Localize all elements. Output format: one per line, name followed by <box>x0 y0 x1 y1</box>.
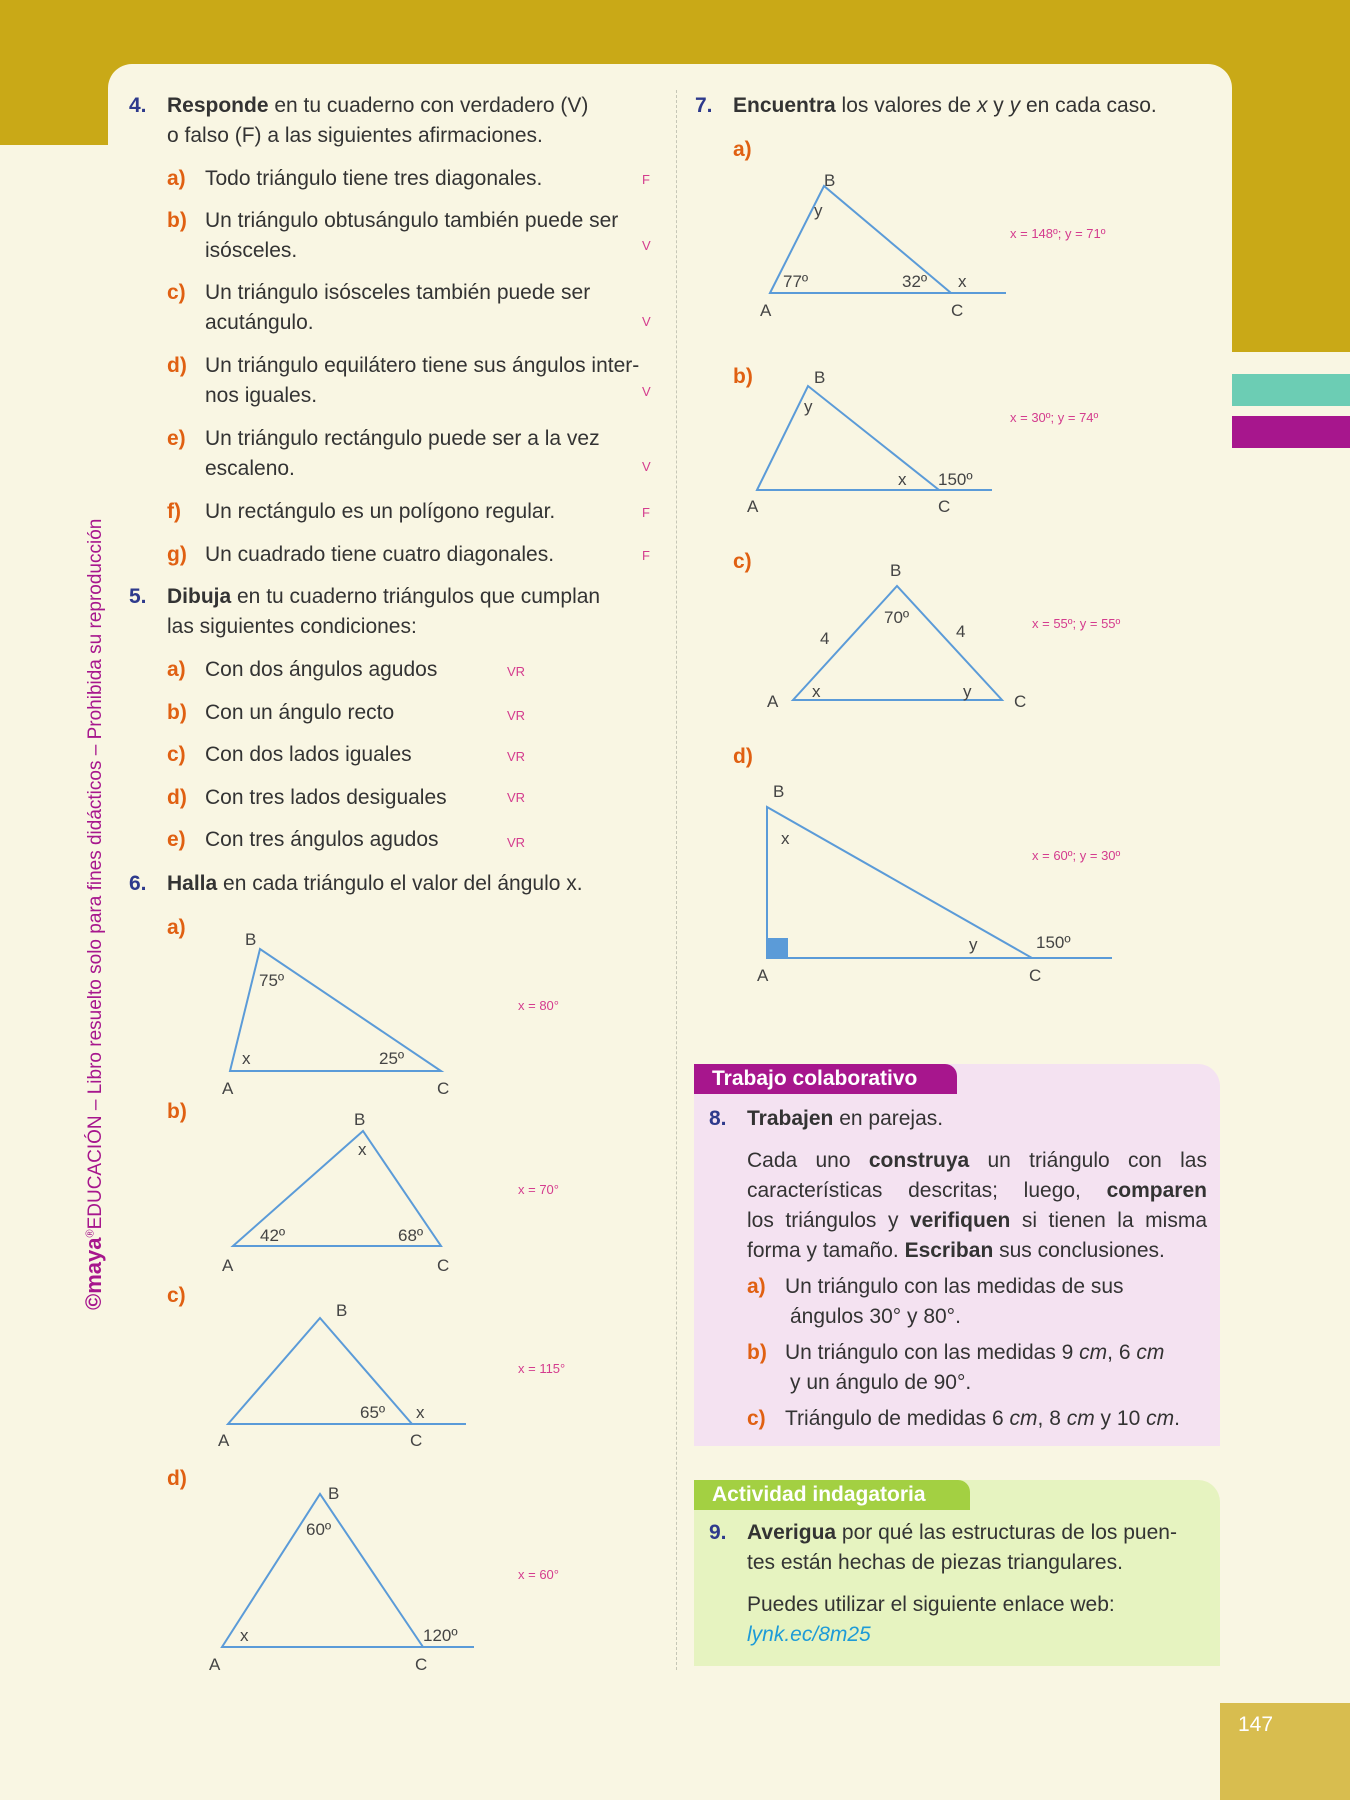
fig-label: d) <box>733 745 753 768</box>
answer-7b: x = 30º; y = 74º <box>1010 410 1099 425</box>
brand-logo: ©maya <box>81 1237 106 1310</box>
q7-rest: los valores de <box>835 94 977 117</box>
vertex-A: A <box>767 692 779 711</box>
angle-C: 65º <box>360 1403 386 1422</box>
item-text-2: escaleno. <box>205 457 295 480</box>
q8-p3c: si tienen la misma <box>1010 1209 1207 1232</box>
vertex-A: A <box>757 966 769 985</box>
item-label: g) <box>167 543 187 566</box>
unit: cm <box>1136 1341 1165 1364</box>
q4-answer-c: V <box>642 314 651 329</box>
answer-7a: x = 148º; y = 71º <box>1010 226 1106 241</box>
triangle-7d <box>767 807 1032 958</box>
q5-line2: las siguientes condiciones: <box>167 615 417 638</box>
angle-B: x <box>358 1140 367 1159</box>
q9-para: Puedes utilizar el siguiente enlace web: <box>747 1593 1115 1616</box>
answer-6d: x = 60° <box>518 1567 559 1582</box>
unit: cm <box>1066 1407 1095 1430</box>
q4-answer-f: F <box>642 505 650 520</box>
registered-mark: ® <box>84 1229 97 1238</box>
q7-y-conn: y <box>987 94 1010 117</box>
item-label: c) <box>747 1407 766 1430</box>
exterior-angle: 150º <box>1036 933 1071 952</box>
item-text: Todo triángulo tiene tres diagonales. <box>205 167 543 190</box>
item-text-2: acutángulo. <box>205 311 314 334</box>
fig-label: c) <box>167 1284 186 1307</box>
q5-answer-a: VR <box>507 664 526 679</box>
vertex-A: A <box>209 1655 221 1674</box>
fig-label: a) <box>733 138 752 161</box>
q8-p3b: verifiquen <box>909 1209 1011 1232</box>
angle-C: 32º <box>902 272 928 291</box>
item-text-2: ángulos 30° y 80°. <box>790 1305 961 1328</box>
fig-label: b) <box>733 365 753 388</box>
item-text: Un triángulo con las medidas de sus <box>785 1275 1124 1298</box>
q6-rest: en cada triángulo el valor del ángulo x. <box>217 872 583 895</box>
angle-B: y <box>814 201 823 220</box>
q7-rest2: en cada caso. <box>1020 94 1157 117</box>
q4-bold: Responde <box>167 94 269 117</box>
exterior-angle: 150º <box>938 470 973 489</box>
q4-answer-e: V <box>642 459 651 474</box>
answer-6c: x = 115° <box>518 1361 566 1376</box>
q9-content <box>709 1518 1207 1650</box>
q4-answer-g: F <box>642 548 650 563</box>
item-text-2: y un ángulo de 90°. <box>790 1371 972 1394</box>
item-mid: , 6 <box>1107 1341 1137 1364</box>
item-text: Un triángulo isósceles también puede ser <box>205 281 591 304</box>
q5-answer-c: VR <box>507 749 526 764</box>
q9-bold: Averigua <box>747 1521 837 1544</box>
q8-para-line4 <box>709 1236 1207 1266</box>
angle-A: 42º <box>260 1226 286 1245</box>
item-text: Con tres ángulos agudos <box>205 828 439 851</box>
angle-B: 60º <box>306 1520 332 1539</box>
vertex-B: B <box>336 1301 348 1320</box>
right-angle-mark <box>768 938 788 958</box>
q5-rest: en tu cuaderno triángulos que cumplan <box>231 585 601 608</box>
vertex-C: C <box>938 497 951 516</box>
q7-x: x <box>976 94 988 117</box>
q4-number: 4. <box>129 94 147 117</box>
item-end: . <box>1174 1407 1180 1430</box>
angle-C: y <box>963 682 972 701</box>
answer-7d: x = 60º; y = 30º <box>1032 848 1121 863</box>
angle-B: x <box>781 829 790 848</box>
q8-item-b <box>709 1338 1207 1398</box>
item-text: Con tres lados desiguales <box>205 786 447 809</box>
item-text: Un triángulo equilátero tiene sus ángulos inter- <box>205 354 640 377</box>
side-AB: 4 <box>820 629 830 648</box>
vertex-B: B <box>328 1484 340 1503</box>
q8-p1b: construya <box>868 1149 970 1172</box>
q5-answer-d: VR <box>507 790 526 805</box>
q5-answer-e: VR <box>507 835 526 850</box>
q8-content <box>709 1104 1207 1434</box>
q9-rest: por qué las estructuras de los puen- <box>836 1521 1177 1544</box>
q8-bold: Trabajen <box>747 1107 834 1130</box>
q4-rest: en tu cuaderno con verdadero (V) <box>268 94 589 117</box>
angle-B: y <box>804 397 813 416</box>
q7-bold: Encuentra <box>733 94 836 117</box>
angle-C: 25º <box>379 1049 405 1068</box>
q8-para-line2 <box>709 1176 1207 1206</box>
triangle-6d <box>222 1494 423 1647</box>
item-text: Un rectángulo es un polígono regular. <box>205 500 556 523</box>
angle-C: y <box>969 935 978 954</box>
item-text: Un triángulo con las medidas 9 <box>785 1341 1080 1364</box>
angle-B: 75º <box>259 971 285 990</box>
vertex-B: B <box>245 930 257 949</box>
vertex-C: C <box>437 1256 450 1275</box>
q8-p3: los triángulos y <box>747 1209 910 1232</box>
item-label: a) <box>167 658 186 681</box>
vertex-C: C <box>410 1431 423 1450</box>
item-label: f) <box>167 500 181 523</box>
vertex-B: B <box>890 561 902 580</box>
item-text: Un cuadrado tiene cuatro diagonales. <box>205 543 555 566</box>
unit: cm <box>1079 1341 1108 1364</box>
item-text: Con dos lados iguales <box>205 743 412 766</box>
item-text: Con dos ángulos agudos <box>205 658 438 681</box>
item-label: c) <box>167 743 186 766</box>
vertex-A: A <box>218 1431 230 1450</box>
vertex-C: C <box>1014 692 1027 711</box>
exterior-angle: x <box>416 1403 425 1422</box>
fig-label: d) <box>167 1467 187 1490</box>
q8-para-line3 <box>709 1206 1207 1236</box>
angle-C: 68º <box>398 1226 424 1245</box>
page-number: 147 <box>1238 1713 1274 1736</box>
item-mid: , 8 <box>1037 1407 1067 1430</box>
q5-bold: Dibuja <box>167 585 232 608</box>
answer-6b: x = 70° <box>518 1182 559 1197</box>
triangle-6a <box>230 949 441 1071</box>
vertex-B: B <box>814 368 826 387</box>
q8-p1: Cada uno <box>747 1149 869 1172</box>
fig-label: c) <box>733 550 752 573</box>
q7-y: y <box>1009 94 1021 117</box>
vertex-C: C <box>1029 966 1042 985</box>
q4-answer-a: F <box>642 172 650 187</box>
item-text: Triángulo de medidas 6 <box>785 1407 1010 1430</box>
web-link[interactable]: lynk.ec/8m25 <box>747 1623 871 1646</box>
angle-B: 70º <box>884 608 910 627</box>
angle-A: x <box>242 1049 251 1068</box>
vertex-A: A <box>222 1079 234 1098</box>
item-label: b) <box>167 701 187 724</box>
q8-para-line1 <box>709 1146 1207 1176</box>
vertex-C: C <box>951 301 964 320</box>
q9-number: 9. <box>709 1521 727 1544</box>
item-label: b) <box>167 209 187 232</box>
vertex-B: B <box>354 1110 366 1129</box>
vertex-C: C <box>415 1655 428 1674</box>
q5-answer-b: VR <box>507 708 526 723</box>
item-label: c) <box>167 281 186 304</box>
q8-p4: forma y tamaño. <box>747 1239 905 1262</box>
q6-number: 6. <box>129 872 147 895</box>
angle-C: x <box>898 470 907 489</box>
side-BC: 4 <box>956 622 966 641</box>
q5-number: 5. <box>129 585 147 608</box>
q9-line2: tes están hechas de piezas triangulares. <box>747 1551 1123 1574</box>
item-label: e) <box>167 427 186 450</box>
q6-bold: Halla <box>167 872 218 895</box>
sidebar-text: EDUCACIÓN – Libro resuelto solo para fines didácticos – Prohibida su reproducción <box>85 518 106 1230</box>
inquiry-tag: Actividad indagatoria <box>694 1480 970 1510</box>
q4-answer-b: V <box>642 238 651 253</box>
item-label: d) <box>167 354 187 377</box>
q8-p2: características descritas; luego, <box>747 1179 1107 1202</box>
exterior-angle: 120º <box>423 1626 458 1645</box>
q8-rest: en parejas. <box>833 1107 944 1130</box>
q8-item-a <box>709 1272 1207 1332</box>
q7-prompt <box>695 91 1157 121</box>
triangle-7b <box>757 386 939 490</box>
angle-A: x <box>240 1626 249 1645</box>
unit: cm <box>1146 1407 1175 1430</box>
collab-tag: Trabajo colaborativo <box>694 1064 957 1094</box>
q7-number: 7. <box>695 94 713 117</box>
item-label: b) <box>747 1341 767 1364</box>
item-text: Un triángulo obtusángulo también puede ser <box>205 209 619 232</box>
q8-p1c: un triángulo con las <box>969 1149 1207 1172</box>
fig-label: b) <box>167 1100 187 1123</box>
q8-p2b: comparen <box>1106 1179 1207 1202</box>
item-text-2: isósceles. <box>205 239 298 262</box>
fig-label: a) <box>167 916 186 939</box>
angle-A: x <box>812 682 821 701</box>
unit: cm <box>1009 1407 1038 1430</box>
vertex-C: C <box>437 1079 450 1098</box>
answer-6a: x = 80° <box>518 998 559 1013</box>
vertex-A: A <box>747 497 759 516</box>
angle-A: 77º <box>783 272 809 291</box>
q8-p4b: Escriban <box>904 1239 994 1262</box>
q8-number: 8. <box>709 1107 727 1130</box>
vertex-B: B <box>773 782 785 801</box>
item-text: Con un ángulo recto <box>205 701 395 724</box>
q4-line2: o falso (F) a las siguientes afirmaciones. <box>167 124 543 147</box>
answer-7c: x = 55º; y = 55º <box>1032 616 1121 631</box>
item-label: a) <box>747 1275 766 1298</box>
item-text-2: nos iguales. <box>205 384 318 407</box>
vertex-B: B <box>824 171 836 190</box>
q8-p4c: sus conclusiones. <box>993 1239 1165 1262</box>
item-label: d) <box>167 786 187 809</box>
vertex-A: A <box>760 301 772 320</box>
item-label: e) <box>167 828 186 851</box>
item-label: a) <box>167 167 186 190</box>
item-mid: y 10 <box>1094 1407 1147 1430</box>
item-text: Un triángulo rectángulo puede ser a la vez <box>205 427 600 450</box>
vertex-A: A <box>222 1256 234 1275</box>
exterior-angle: x <box>958 272 967 291</box>
q4-answer-d: V <box>642 384 651 399</box>
q8-item-c <box>709 1404 1207 1434</box>
